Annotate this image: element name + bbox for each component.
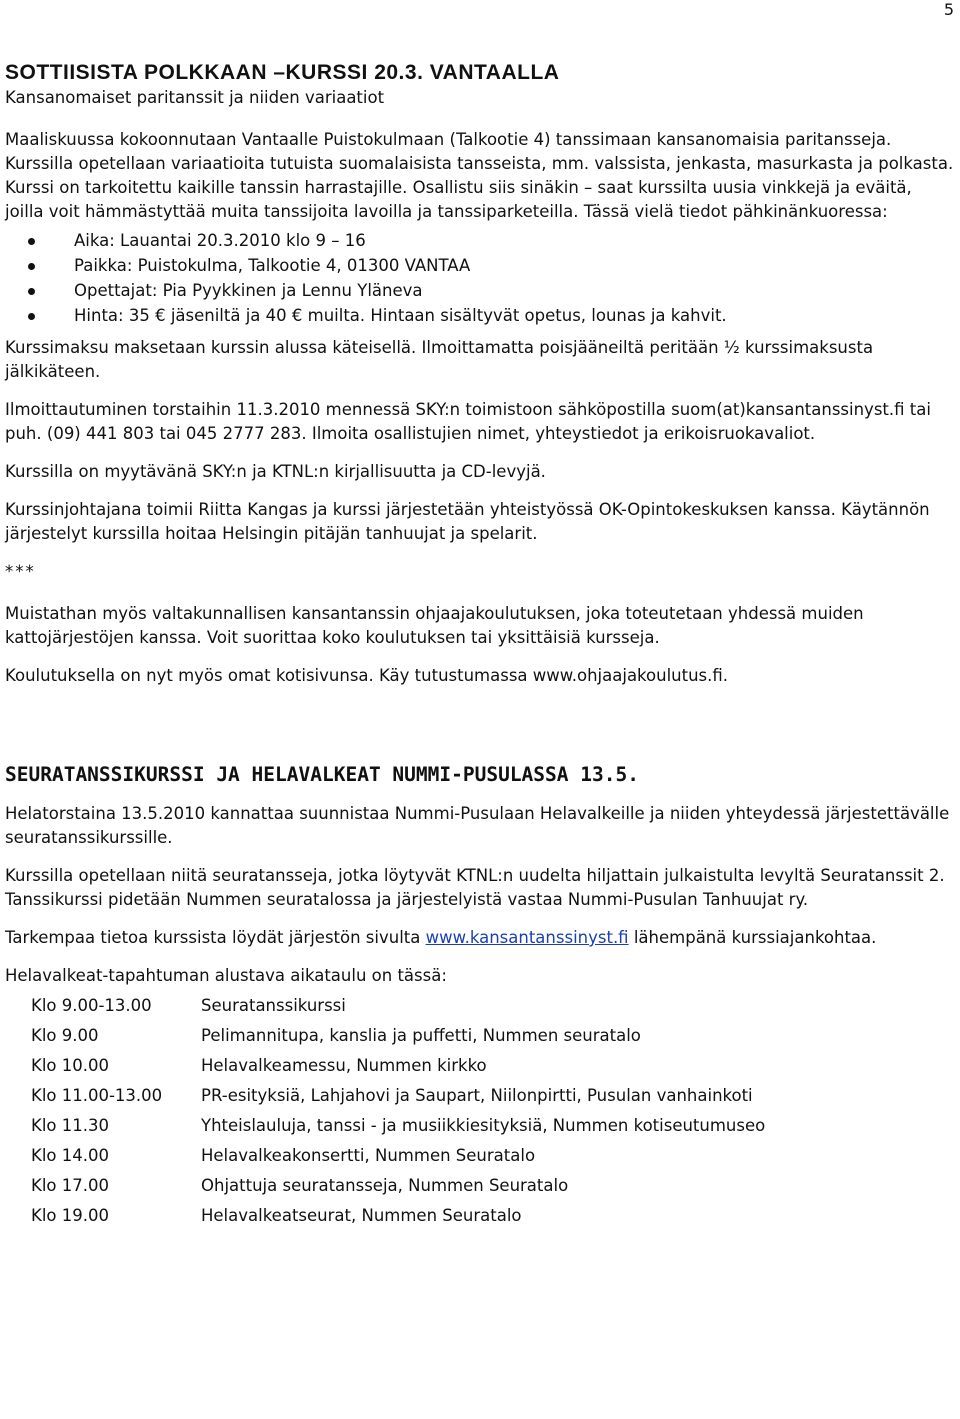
section1-subtitle: Kansanomaiset paritanssit ja niiden variaatiot [5,88,385,107]
schedule-event: Helavalkeatseurat, Nummen Seuratalo [201,1206,522,1225]
table-row [31,1204,765,1234]
bullet-place: Paikka: Puistokulma, Talkootie 4, 01300 VANTAA [5,253,955,278]
table-row [31,1024,765,1054]
section-spacer [5,702,955,762]
section2-paragraph-3 [5,926,955,950]
schedule-event: Pelimannitupa, kanslia ja puffetti, Nummen seuratalo [201,1026,641,1045]
schedule-event: Ohjattuja seuratansseja, Nummen Seuratalo [201,1176,569,1195]
schedule-time: Klo 17.00 [31,1176,109,1195]
section2-title: SEURATANSSIKURSSI JA HELAVALKEAT NUMMI-PUSULASSA 13.5. [5,763,639,786]
schedule-time: Klo 11.30 [31,1116,109,1135]
section1-title: SOTTIISISTA POLKKAAN –KURSSI 20.3. VANTAALLA [5,61,560,84]
document-body [5,60,955,1234]
schedule-event: Seuratanssikurssi [201,996,346,1015]
table-row [31,994,765,1024]
info-text-end: lähempänä kurssiajankohtaa. [628,928,877,947]
schedule-event: Helavalkeakonsertti, Nummen Seuratalo [201,1146,536,1165]
schedule-time: Klo 19.00 [31,1206,109,1225]
table-row [31,1084,765,1114]
schedule-event: Yhteislauluja, tanssi - ja musiikkiesityksiä, Nummen kotiseutumuseo [201,1116,766,1135]
website-link[interactable]: www.kansantanssinyst.fi [425,928,629,947]
section1-intro: Maaliskuussa kokoonnutaan Vantaalle Puistokulmaan (Talkootie 4) tanssimaan kansanomaisia paritansseja. Kurssilla opetellaan variaatioita tutuista suomalaisista tansseista, mm. valssista, jenkasta, masurkasta ja polkasta. Kurssi on tarkoitettu kaikille tanssin harrastajille. Osallistu siis sinäkin – saat kurssilta uusia vinkkejä ja eväitä, joilla voit hämmästyttää muita tanssijoita lavoilla ja tanssiparketeilla. Tässä vielä tiedot pähkinänkuoressa: [5,130,954,221]
page-number: 5 [943,0,954,19]
section2-paragraph-1: Helatorstaina 13.5.2010 kannattaa suunnistaa Nummi-Pusulaan Helavalkeille ja niiden yhteydessä järjestettävälle seuratanssikurssille. [5,804,950,847]
training-paragraph: Muistathan myös valtakunnallisen kansantanssin ohjaajakoulutuksen, joka toteutetaan yhdessä muiden kattojärjestöjen kanssa. Voit suorittaa koko koulutuksen tai yksittäisiä kursseja. [5,604,864,647]
table-row [31,1054,765,1084]
separator: *** [5,562,36,581]
schedule-intro: Helavalkeat-tapahtuman alustava aikataulu on tässä: [5,966,447,985]
schedule-time: Klo 14.00 [31,1146,109,1165]
info-text: Tarkempaa tietoa kurssista löydät järjestön sivulta [5,928,426,947]
schedule-time: Klo 9.00 [31,1026,99,1045]
schedule-time: Klo 9.00-13.00 [31,996,152,1015]
payment-paragraph: Kurssimaksu maksetaan kurssin alussa käteisellä. Ilmoittamatta poisjääneiltä peritään ½ kurssimaksusta jälkikäteen. [5,338,874,381]
website-paragraph: Koulutuksella on nyt myös omat kotisivunsa. Käy tutustumassa www.ohjaajakoulutus.fi. [5,666,729,685]
table-row [31,1114,765,1144]
bullet-price: Hinta: 35 € jäseniltä ja 40 € muilta. Hintaan sisältyvät opetus, lounas ja kahvit. [5,303,955,328]
course-details-list [5,228,955,328]
table-row [31,1144,765,1174]
bullet-time: Aika: Lauantai 20.3.2010 klo 9 – 16 [5,228,955,253]
registration-paragraph: Ilmoittautuminen torstaihin 11.3.2010 mennessä SKY:n toimistoon sähköpostilla suom(at)kansantanssinyst.fi tai puh. (09) 441 803 tai 045 2777 283. Ilmoita osallistujien nimet, yhteystiedot ja erikoisruokavaliot. [5,400,931,443]
schedule-time: Klo 11.00-13.00 [31,1086,163,1105]
schedule-event: PR-esityksiä, Lahjahovi ja Saupart, Niilonpirtti, Pusulan vanhainkoti [201,1086,753,1105]
organizer-paragraph: Kurssinjohtajana toimii Riitta Kangas ja kurssi järjestetään yhteistyössä OK-Opintokeskuksen kanssa. Käytännön järjestelyt kurssilla hoitaa Helsingin pitäjän tanhuujat ja spelarit. [5,500,930,543]
section2-paragraph-2: Kurssilla opetellaan niitä seuratansseja, jotka löytyvät KTNL:n uudelta hiljattain julkaistulta levyltä Seuratanssit 2. Tanssikurssi pidetään Nummen seuratalossa ja järjestelyistä vastaa Nummi-Pusulan Tanhuujat ry. [5,866,945,909]
schedule-time: Klo 10.00 [31,1056,109,1075]
sales-paragraph: Kurssilla on myytävänä SKY:n ja KTNL:n kirjallisuutta ja CD-levyjä. [5,462,546,481]
schedule-table [31,994,765,1234]
table-row [31,1174,765,1204]
bullet-teachers: Opettajat: Pia Pyykkinen ja Lennu Yläneva [5,278,955,303]
schedule-event: Helavalkeamessu, Nummen kirkko [201,1056,487,1075]
